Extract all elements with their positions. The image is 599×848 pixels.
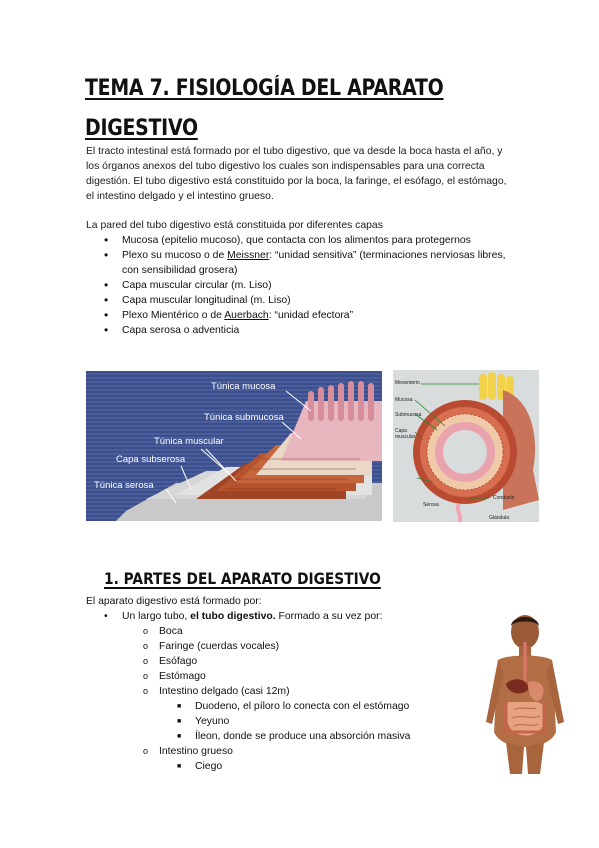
wall-intro-paragraph: La pared del tubo digestivo está constituida por diferentes capas: [86, 220, 383, 231]
label-mucosa: Mucosa: [395, 397, 413, 403]
page-title-continued: DIGESTIVO: [85, 116, 198, 141]
parts-intro: El aparato digestivo está formado por:: [86, 596, 262, 607]
list-item: • Mucosa (epitelio mucoso), que contacta con los alimentos para protegernos: [86, 233, 516, 248]
wall-layers-figure: [86, 371, 382, 521]
auerbach-term: Auerbach: [224, 310, 269, 321]
label-tunica-serosa: Túnica serosa: [94, 480, 154, 491]
cross-section-illustration: [393, 370, 539, 522]
meissner-term: Meissner: [227, 250, 270, 261]
label-serosa: Serosa: [423, 502, 439, 508]
label-conducto: Conducto: [493, 495, 515, 501]
label-glandula: Glándula: [489, 515, 510, 521]
digestive-system-figure: [478, 612, 572, 774]
wall-layers-list: [86, 233, 516, 338]
human-body-illustration: [478, 612, 572, 774]
label-mesenterio: Mesenterio: [395, 380, 420, 386]
list-item: • Plexo Mientérico o de Auerbach: “unidad efectora”: [86, 308, 516, 323]
cross-section-figure: [393, 370, 539, 522]
section-title: 1. PARTES DEL APARATO DIGESTIVO: [104, 569, 381, 588]
label-capa-subserosa: Capa subserosa: [116, 454, 186, 465]
tubo-digestivo-term: el tubo digestivo.: [190, 611, 276, 622]
label-tunica-muscular: Túnica muscular: [154, 436, 224, 447]
label-tunica-mucosa: Túnica mucosa: [211, 381, 276, 392]
list-item: • Capa muscular circular (m. Liso): [86, 278, 516, 293]
intro-paragraph: El tracto intestinal está formado por el tubo digestivo, que va desde la boca hasta el año, y los órganos anexos del tubo digestivo los cuales son indispensables para una correcta digestión. El tubo digestivo está constituido por la boca, la faringe, el esófago, el estómago, el intestino delgado y el intestino grueso.: [86, 146, 507, 202]
list-item: • Capa muscular longitudinal (m. Liso): [86, 293, 516, 308]
wall-layers-illustration: [86, 371, 382, 521]
label-capa-muscular: Capa muscular: [395, 428, 416, 440]
list-item: • Capa serosa o adventicia: [86, 323, 516, 338]
list-item: • Plexo su mucoso o de Meissner: “unidad sensitiva” (terminaciones nerviosas libres, con sensibilidad grosera): [86, 248, 516, 278]
label-submucosa: Submucosa: [395, 412, 422, 418]
page-title: TEMA 7. FISIOLOGÍA DEL APARATO: [85, 76, 444, 101]
document-page: TEMA 7. FISIOLOGÍA DEL APARATO DIGESTIVO El tracto intestinal está formado por el tubo digestivo, que va desde la boca hasta el año, y los órganos anexos del tubo digestivo los cuales son indispensables para una correcta digestión. El tubo digestivo está constituido por la boca, la faringe, el esófago, el estómago, el intestino delgado y el intestino grueso. La pared del tubo digestivo está constituida por diferentes capas • Mucosa (epitelio mucoso), que contacta con los alimentos para protegernos • Plexo su mucoso o de Meissner: “unidad sensitiva” (terminaciones nerviosas libres, con sensibilidad grosera) • Capa muscular circular (m. Liso) • Capa muscular longitudinal (m. Liso) • Plexo Mientérico o de Auerbach: “unidad efectora” • Capa serosa o adventicia Túnica mucosa Túnica submucosa Túnica muscular Capa subserosa Túnica serosa Mesenterio Mucosa Submucosa Capa muscular Serosa Conducto Glándula 1. PARTES DEL APARATO DIGESTIVO El aparato digestivo está formado por: • Un largo tubo, el tubo digestivo. Formado a su vez por: o Boca o Faringe (cuerdas vocales) o Esófago o Estómago o Intestino delgado (casi 12m) ■ Duodeno, el píloro lo conecta con el estómago ■ Yeyuno ■ Íleon, donde se produce una absorción masiva o Intestino grueso ■ Ciego: [0, 0, 599, 848]
label-tunica-submucosa: Túnica submucosa: [204, 412, 284, 423]
